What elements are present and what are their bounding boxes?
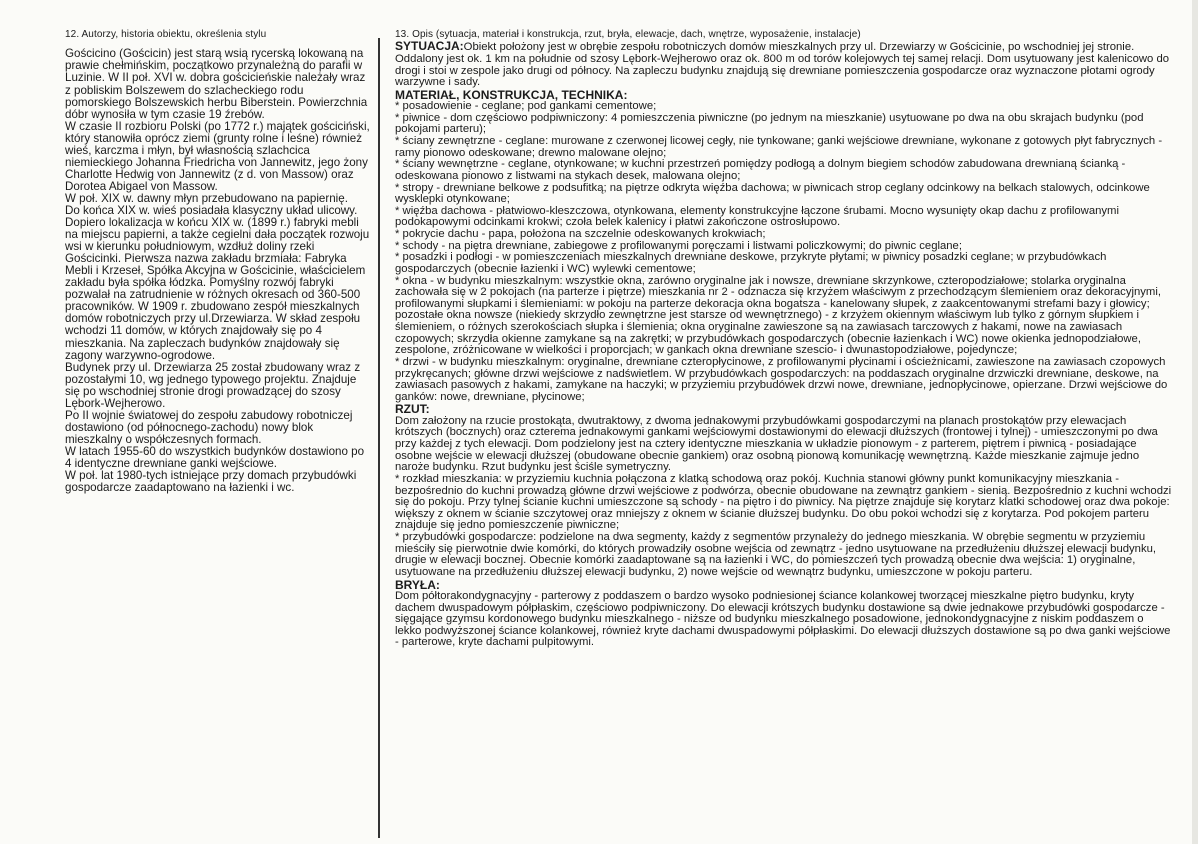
history-paragraph: W poł. lat 1980-tych istniejące przy domach przybudówki gospodarcze zaadaptowano na łazienki i wc. (65, 469, 357, 495)
material-item: * schody - na piętra drewniane, zabiegowe z profilowanymi poręczami i listwami policzkowymi; do piwnic ceglane; (395, 239, 962, 252)
bryla-paragraph: Dom półtorakondygnacyjny - parterowy z poddaszem o bardzo wysoko podniesionej ściance kolankowej tworzącej mieszkalne piętro budynku, kryty dachem dwuspadowym półpłaskim, częściowo podpiwniczony. Do elewacji krótszych budynku dostawione są dwie jednakowe przybudówki gospodarcze - sięgające gzymsu kordonowego budynku mieszkalnego - niższe od budynku mieszkalnego posadowione, jednokondygnacyjne z niskim poddaszem o lekko podwyższonej ściance kolankowej, również kryte dachami dwuspadowymi półpłaskimi. Do elewacji dłuższych dostawione są po dwa ganki wejściowe - parterowe, kryte dachami pulpitowymi. (395, 589, 1171, 649)
history-paragraph: W latach 1955-60 do wszystkich budynków dostawiono po 4 identyczne drewniane ganki wejściowe. (65, 444, 365, 470)
material-item: * stropy - drewniane belkowe z podsufitką; na piętrze odkryta więźba dachowa; w piwnicach strop ceglany odcinkowy na belkach stalowych, odcinkowe wysklepki otynkowane; (395, 181, 1150, 206)
rzut-heading: RZUT: (395, 402, 430, 417)
section-13-heading: 13. Opis (sytuacja, materiał i konstrukcja, rzut, bryła, elewacje, dach, wnętrze, wyposażenie, instalacje) (395, 29, 861, 40)
history-paragraph: Po II wojnie światowej do zespołu zabudowy robotniczej dostawiono (od północnego-zachodu) nowy blok mieszkalny o współczesnych formach. (65, 408, 353, 446)
material-item: * posadzki i podłogi - w pomieszczeniach mieszkalnych drewniane deskowe, przykryte płytami; w piwnicy posadzki ceglane; w przybudówkach gospodarczych (obecnie łazienki i WC) wylewki cementowe; (395, 251, 1107, 275)
material-item: * ściany wewnętrzne - ceglane, otynkowane; w kuchni przestrzeń pomiędzy podłogą a dolnym biegiem schodów zabudowana drewnianą ścianką - odeskowana pionowo z listwami na stykach desek, malowana olejno; (395, 158, 1126, 182)
material-item: * okna - w budynku mieszkalnym: wszystkie okna, zarówno oryginalne jak i nowsze, drewniane skrzynkowe, czteropodziałowe; stolarka oryginalna zachowała się w 2 pokojach (na parterze i piętrze) mieszkania nr 2 - odznacza się krzyżem właściwym z przechodzącym ślemieniem oraz dekoracyjnymi, profilowanymi słupkami i ślemieniami: w pokoju na parterze dekoracja okna bogatsza - kanelowany słupek, z zaakcentowanymi strefami bazy i głowicy; pozostałe okna nowsze (niekiedy skrzydło zewnętrzne jest starsze od wewnętrznego) - z krzyżem okiennym właściwym lub tylko z górnym słupkiem i ślemieniem, o różnych szerokościach słupka i ślemienia; okna oryginalne zawieszone są na zawiasach tarczowych z hakami, nowe na zawiasach czopowych; skrzydła okienne zamykane są na zakrętki; w przybudówkach gospodarczych (obecnie łazienkach i WC) nowe okienka jednopodziałowe, zespolone, zróżnicowane w wielkości i proporcjach; w gankach okna drewniane szescio- i dwunastopodziałowe, pojedyncze; (395, 274, 1161, 357)
scan-edge (1192, 0, 1198, 844)
rzut-item: * rozkład mieszkania: w przyziemiu kuchnia połączona z klatką schodową oraz pokój. Kuchnia stanowi główny punkt komunikacyjny mieszkania - bezpośrednio do kuchni prowadzą główne drzwi wejściowe z podwórza, obecnie obudowane na zewnątrz gankiem - sienią. Bezpośrednio z kuchni wchodzi się do pokoju. Przy tylnej ścianie kuchni umieszczone są schody - na piętro i do piwnicy. Na piętrze znajduje się korytarz klatki schodowej oraz dwa pokoje: większy z oknem w ścianie szczytowej oraz mniejszy z oknem w ścianie dłuższej budynku. Do obu pokoi wchodzi się z korytarza. Pod pokojem parteru znajduje się jedno pomieszczenie piwniczne; (395, 472, 1172, 532)
bryla-heading: BRYŁA: (395, 577, 440, 592)
material-item: * posadowienie - ceglane; pod gankami cementowe; (395, 100, 657, 113)
history-paragraph: Budynek przy ul. Drzewiarza 25 został zbudowany wraz z pozostałymi 10, wg jednego typowego projektu. Znajduje się po wschodniej stronie drogi prowadzącej do szosy Lębork-Wejherowo. (65, 360, 361, 410)
material-item: * więźba dachowa - płatwiowo-kleszczowa, otynkowana, elementy konstrukcyjne łączone śrubami. Mocno wysunięty okap dachu z profilowanymi podokapowymi odcinkami krokwi; czoła belek kalenicy i płatwi zakończone ostrosłupowo. (395, 204, 1119, 229)
rzut-item: * przybudówki gospodarcze: podzielone na dwa segmenty, każdy z segmentów przynależy do jednego mieszkania. W obrębie segmentu w przyziemiu mieściły się pierwotnie dwie komórki, do których prowadziły osobne wejścia od zewnątrz - jedno usytuowane na przedłużeniu dłuższej elewacji budynku, drugie w elewacji bocznej. Obecnie komórki zaadaptowane są na łazienki i WC, do pomieszczeń tych prowadzą obecnie dwa wejścia: 1) oryginalne, usytuowane na przedłużeniu dłuższej elewacji budynku, 2) nowe wejście od wewnątrz budynku, umieszczone w pokoju parteru. (395, 531, 1157, 578)
material-item: * drzwi - w budynku mieszkalnym: oryginalne, drewniane czteropłycinowe, z profilowanymi płycinami i ościeżnicami, zawieszone na zawiasach czopowych przykręcanych; główne drzwi wejściowe z nadświetlem. W przybudówkach gospodarczych: na poddaszach oryginalne drzwiczki drewniane, deskowe, na zawiasach pasowych z hakami, zamykane na haczyki; w przyziemiu przybudówek drzwi nowe, drewniane, jednopłycinowe, opierzane. Drzwi wejściowe do ganków: nowe, drewniane, płycinowe; (395, 355, 1168, 403)
material-item: * piwnice - dom częściowo podpiwniczony: 4 pomieszczenia piwniczne (po jednym na mieszkanie) usytuowane po dwa na obu skrajach budynku (pod pokojami parteru); (395, 111, 1144, 136)
material-item: * ściany zewnętrzne - ceglane: murowane z czerwonej licowej cegły, nie tynkowane; ganki wejściowe drewniane, wykonane z gotowych płyt fabrycznych - ramy pionowo odeskowane; drewno malowane olejno; (395, 135, 1163, 159)
history-paragraph: W czasie II rozbioru Polski (po 1772 r.) majątek gościciński, który stanowiła oprócz ziemi (grunty rolne i leśne) również wieś, karczma i młyn, był własnością szlachcica niemieckiego Johanna Friedricha von Jannewitz, jego żony Charlotte Hedwig von Jannewitz (z d. von Massow) oraz Dorotea Abigael von Massow. (65, 119, 370, 193)
history-column (65, 30, 370, 494)
sytuacja-paragraph (395, 40, 1173, 89)
description-column (395, 30, 1173, 649)
material-item: * pokrycie dachu - papa, położona na szczelnie odeskowanych krokwiach; (395, 228, 766, 241)
sytuacja-text: Obiekt położony jest w obrębie zespołu robotniczych domów mieszkalnych przy ul. Drzewiarzy w Gościcinie, po wschodniej jej stronie. Oddalony jest ok. 1 km na południe od szosy Lębork-Wejherowo oraz ok. 800 m od torów kolejowych tej samej relacji. Dom usytuowany jest kalenicowo do drogi i stoi w zespole jako drugi od północy. Na zapleczu budynku znajdują się drewniane pomieszczenia gospodarcze oraz wyznaczone płotami ogrody warzywne i sady. (395, 41, 1170, 89)
rzut-paragraph: Dom założony na rzucie prostokąta, dwutraktowy, z dwoma jednakowymi przybudówkami gospodarczymi na planach prostokątów przy elewacjach krótszych (bocznych) oraz czterema jednakowymi gankami wejściowymi dostawionymi do elewacji dłuższych (frontowej i tylnej) - umieszczonymi po dwa przy każdej z tych elewacji. Dom podzielony jest na cztery identyczne mieszkania w układzie pionowym - z parterem, piętrem i piwnicą - posiadające osobne wejście w elewacji dłuższej (obudowane obecnie gankiem) oraz osobną pionową komunikację wewnętrzną. Każde mieszkanie zajmuje jedno naroże budynku. Rzut budynku jest ściśle symetryczny. (395, 414, 1158, 474)
history-paragraph: Do końca XIX w. wieś posiadała klasyczny układ ulicowy. Dopiero lokalizacja w końcu XIX w. (1899 r.) fabryki mebli na miejscu papierni, a także cegielni dała początek rozwoju wsi w kierunku południowym, wzdłuż doliny rzeki Gościcinki. Pierwsza nazwa zakładu brzmiała: Fabryka Mebli i Krzeseł, Spółka Akcyjna w Gościcinie, właścicielem zakładu była spółka łódzka. Pomyślny rozwój fabryki pozwalał na zatrudnienie w różnych okresach od 360-500 pracowników. W 1909 r. zbudowano zespół mieszkalnych domów robotniczych przy ul.Drzewiarza. W skład zespołu wchodzi 11 domów, w których znajdowały się po 4 mieszkania. Na zapleczach budynków znajdowały się zagony warzywno-ogrodowe. (65, 204, 370, 362)
sytuacja-label: SYTUACJA: (395, 39, 464, 54)
column-divider (378, 38, 380, 838)
history-paragraph: W poł. XIX w. dawny młyn przebudowano na papiernię. (65, 191, 348, 205)
history-paragraph: Gościcino (Gościcin) jest starą wsią rycerską lokowaną na prawie chełmińskim, początkowo przynależną do parafii w Luzinie. W II poł. XVI w. dobra gościcieńskie należały wraz z pobliskim Bolszewem do szlacheckiego rodu pomorskiego Bolszewskich herbu Biberstein. Powierzchnia dóbr wynosiła w tym czasie 19 źrebów. (65, 47, 368, 121)
section-12-heading: 12. Autorzy, historia obiektu, określenia stylu (65, 29, 267, 40)
material-heading: MATERIAŁ, KONSTRUKCJA, TECHNIKA: (395, 87, 628, 102)
